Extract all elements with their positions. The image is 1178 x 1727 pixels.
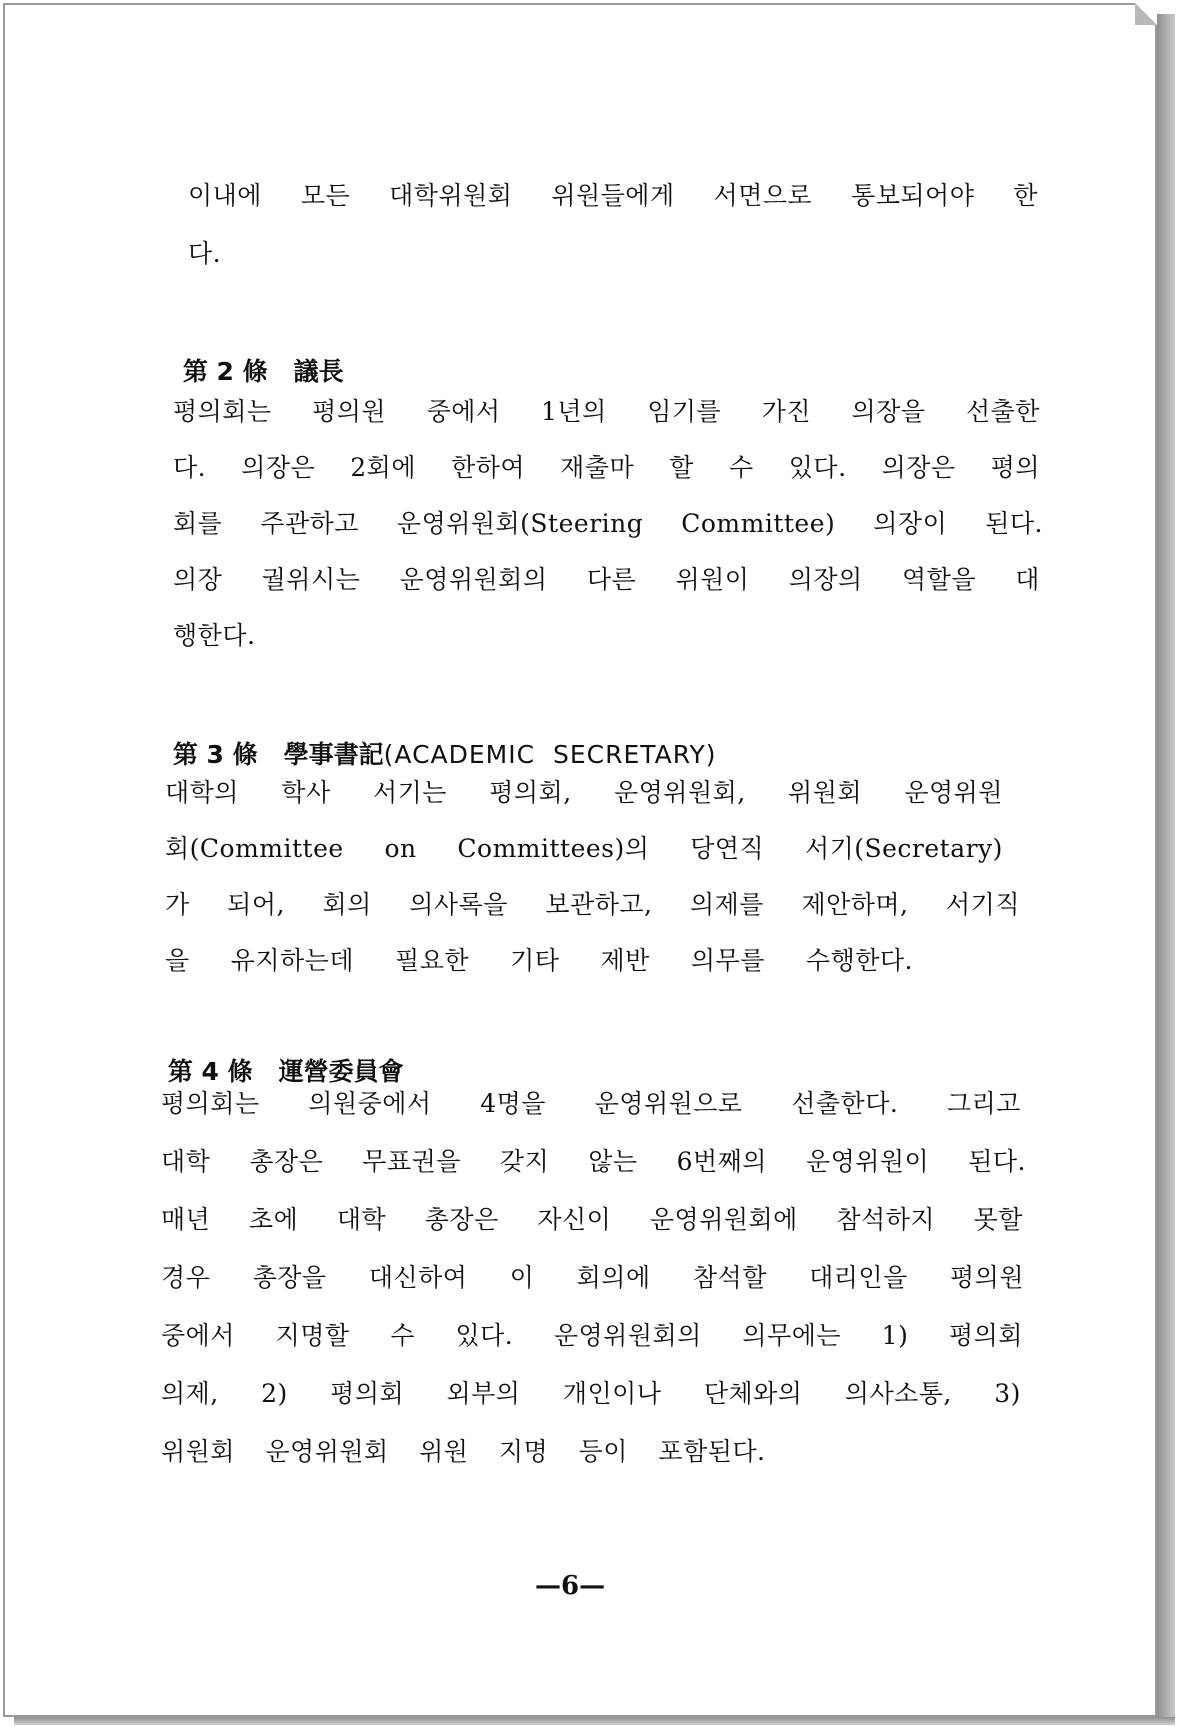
- word: Committee): [681, 509, 836, 538]
- word: 대학위원회: [389, 181, 513, 210]
- article-4-line-3: [161, 1205, 1023, 1235]
- word: 대학: [336, 1205, 387, 1234]
- word: 행한다.: [173, 621, 256, 650]
- word: 대: [1015, 565, 1040, 594]
- word: 평의회: [330, 1379, 405, 1408]
- word: 운영위원: [904, 778, 1003, 807]
- word: 포함된다.: [658, 1437, 766, 1466]
- word: 서기(Secretary): [804, 834, 1003, 863]
- word: 의장을: [851, 397, 926, 426]
- word: on: [384, 834, 417, 863]
- word: 다.: [188, 239, 222, 268]
- word: 등이: [578, 1437, 628, 1466]
- word: 의제,: [161, 1379, 219, 1408]
- word: 선출한: [965, 397, 1040, 426]
- word: 총장은: [424, 1205, 499, 1234]
- article-3-line-2: [165, 834, 1003, 864]
- article-4-line-6: [161, 1379, 1021, 1409]
- word: 제반: [600, 946, 650, 975]
- word: 회(Committee: [165, 834, 344, 863]
- word: 제안하며,: [801, 890, 909, 919]
- article-2-line-5: [173, 621, 255, 651]
- word: 이: [509, 1263, 535, 1292]
- word: 서기는: [372, 778, 447, 807]
- word: 참석할: [692, 1263, 767, 1292]
- page-shadow-right: [1157, 14, 1175, 1722]
- word: 갖지: [499, 1147, 550, 1176]
- word: 위원들에게: [551, 181, 675, 210]
- word: 대학의: [165, 778, 239, 807]
- article-number: 第 4 條: [167, 1057, 253, 1086]
- word: 3): [994, 1379, 1021, 1408]
- page-curl: [1135, 3, 1157, 25]
- word: 평의원: [312, 397, 387, 426]
- word: 의장: [173, 565, 223, 594]
- word: 대리인을: [809, 1263, 908, 1292]
- word: 평의회는: [173, 397, 272, 426]
- word: 중에서: [426, 397, 501, 426]
- word: 한: [1013, 181, 1038, 210]
- word: 운영위원회에: [649, 1205, 798, 1234]
- word: 한하여: [451, 453, 526, 482]
- word: 않는: [588, 1147, 638, 1176]
- word: 있다.: [788, 453, 847, 482]
- word: 4명을: [480, 1089, 546, 1118]
- word: 수행한다.: [805, 946, 913, 975]
- word: 의장은: [881, 453, 956, 482]
- word: 위원회: [788, 778, 862, 807]
- word: 운영위원회,: [614, 778, 746, 807]
- word: 단체와의: [703, 1379, 803, 1408]
- page-number: —6—: [535, 1571, 606, 1601]
- word: 못할: [973, 1205, 1023, 1234]
- article-number: 第 3 條: [172, 740, 258, 769]
- word: 초에: [248, 1205, 299, 1234]
- article-number: 第 2 條: [182, 357, 268, 386]
- word: 의제를: [689, 890, 764, 919]
- word: 운영위원이: [805, 1147, 930, 1176]
- word: 재출마: [560, 453, 635, 482]
- article-4-line-5: [161, 1321, 1023, 1351]
- word: 의무를: [690, 946, 765, 975]
- word: 서면으로: [713, 181, 813, 210]
- word: 통보되어야: [851, 181, 975, 210]
- word: 운영위원회(Steering: [396, 509, 644, 538]
- word: 1): [881, 1321, 909, 1350]
- word: 궐위시는: [261, 565, 361, 594]
- word: 2회에: [350, 453, 416, 482]
- word: 위원회: [161, 1437, 235, 1466]
- intro-line-1: [188, 181, 1038, 211]
- article-4-line-2: [161, 1147, 1026, 1177]
- word: 역할을: [902, 565, 976, 594]
- word: 매년: [161, 1205, 211, 1234]
- word: 경우: [161, 1263, 211, 1292]
- word: 된다.: [968, 1147, 1026, 1176]
- word: 무표권을: [362, 1147, 461, 1176]
- word: 평의회는: [161, 1089, 260, 1118]
- word: 할: [669, 453, 694, 482]
- article-4-line-7: [161, 1437, 765, 1467]
- word: 가진: [761, 397, 811, 426]
- word: 운영위원회의: [399, 565, 548, 594]
- word: 의원중에서: [308, 1089, 432, 1118]
- word: 회의에: [576, 1263, 651, 1292]
- page-shadow-bottom: [14, 1717, 1175, 1725]
- word: 의사소통,: [844, 1379, 952, 1408]
- word: 대신하여: [368, 1263, 468, 1292]
- word: 보관하고,: [545, 890, 653, 919]
- word: 수: [390, 1321, 415, 1350]
- word: 1년의: [541, 397, 607, 426]
- word: 평의: [990, 453, 1040, 482]
- word: 을: [165, 946, 190, 975]
- word: 되어,: [227, 890, 285, 919]
- word: 평의회: [948, 1321, 1023, 1350]
- article-2-line-2: [173, 453, 1040, 483]
- word: 평의원: [950, 1263, 1024, 1292]
- intro-line-2: [188, 239, 221, 269]
- word: 6번째의: [676, 1147, 767, 1176]
- word: 운영위원으로: [594, 1089, 743, 1118]
- word: 회를: [173, 509, 223, 538]
- word: 회의: [322, 890, 372, 919]
- word: 유지하는데: [230, 946, 354, 975]
- word: 선출한다.: [791, 1089, 899, 1118]
- article-title: 運營委員會: [278, 1057, 404, 1086]
- word: 그리고: [947, 1089, 1021, 1118]
- article-3-line-4: [165, 946, 913, 976]
- word: 평의회,: [489, 778, 572, 807]
- word: 위원이: [675, 565, 750, 594]
- article-2-line-1: [173, 397, 1040, 427]
- word: 참석하지: [836, 1205, 936, 1234]
- word: 의무에는: [742, 1321, 842, 1350]
- article-3-line-3: [165, 890, 1020, 920]
- word: 운영위원회: [265, 1437, 389, 1466]
- word: Committees)의: [457, 834, 650, 863]
- word: 다.: [173, 453, 207, 482]
- word: 된다.: [985, 509, 1043, 538]
- word: 총장은: [249, 1147, 324, 1176]
- word: 학사: [281, 778, 331, 807]
- word: 임기를: [647, 397, 722, 426]
- word: 있다.: [455, 1321, 514, 1350]
- word: 지명: [498, 1437, 549, 1466]
- word: 자신이: [537, 1205, 612, 1234]
- word: 이내에: [188, 181, 262, 210]
- article-title-latin: (ACADEMIC SECRETARY): [383, 740, 717, 769]
- word: 외부의: [446, 1379, 521, 1408]
- word: 중에서: [161, 1321, 235, 1350]
- word: 가: [165, 890, 190, 919]
- word: 기타: [510, 946, 560, 975]
- word: 운영위원회의: [553, 1321, 702, 1350]
- word: 주관하고: [260, 509, 359, 538]
- word: 의장의: [788, 565, 863, 594]
- article-3-line-1: [165, 778, 1003, 808]
- document-page: [3, 3, 1157, 1717]
- word: 의장이: [873, 509, 948, 538]
- word: 당연직: [690, 834, 765, 863]
- word: 2): [261, 1379, 288, 1408]
- article-title: 議長: [293, 357, 344, 386]
- word: 서기직: [946, 890, 1020, 919]
- word: 모든: [300, 181, 351, 210]
- word: 필요한: [395, 946, 470, 975]
- article-4-line-1: [161, 1089, 1021, 1119]
- article-2-line-3: [173, 509, 1043, 539]
- word: 대학: [161, 1147, 211, 1176]
- word: 위원: [419, 1437, 469, 1466]
- word: 의장은: [241, 453, 316, 482]
- word: 총장을: [252, 1263, 327, 1292]
- article-title: 學事書記: [283, 740, 384, 769]
- word: 개인이나: [562, 1379, 662, 1408]
- article-4-line-4: [161, 1263, 1024, 1293]
- word: 지명할: [275, 1321, 350, 1350]
- article-2-line-4: [173, 565, 1040, 595]
- word: 의사록을: [409, 890, 508, 919]
- word: 수: [729, 453, 754, 482]
- word: 다른: [586, 565, 637, 594]
